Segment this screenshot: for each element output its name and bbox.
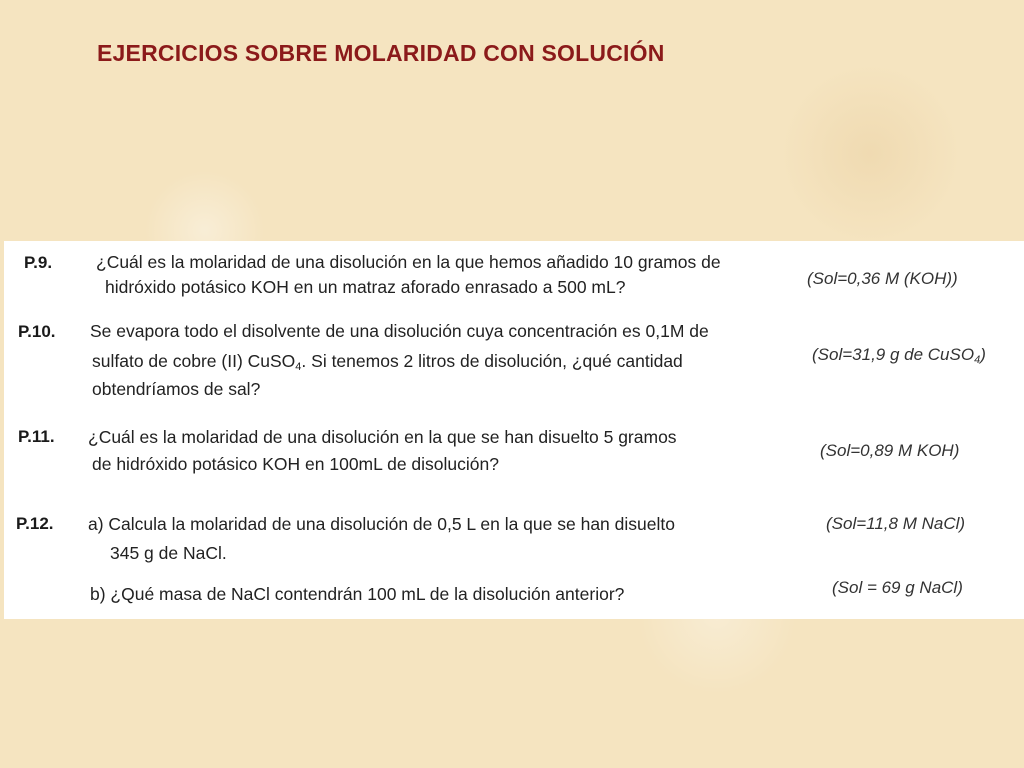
problem-p12-part-a-line2: 345 g de NaCl. [110, 543, 227, 563]
problem-p10-line2-text-d: cantidad [616, 351, 683, 371]
problem-p10-line3: obtendríamos de sal? [92, 379, 261, 399]
problem-p12-part-a-line1: a) Calcula la molaridad de una disolución de 0,5 L en la que se han disuelto [88, 514, 675, 534]
problem-p10-line1: Se evapora todo el disolvente de una disolución cuya concentración es 0,1M de [90, 321, 709, 341]
solution-p9: (Sol=0,36 M (KOH)) [807, 269, 958, 288]
problem-p12-part-b: b) ¿Qué masa de NaCl contendrán 100 mL de la disolución anterior? [90, 584, 625, 604]
problem-number-p11: P.11. [18, 427, 55, 446]
solution-p11: (Sol=0,89 M KOH) [820, 441, 960, 460]
subscript: 4 [295, 361, 302, 373]
problem-number-p10: P.10. [18, 322, 56, 341]
subscript: 4 [974, 354, 981, 366]
solution-p10-close: ) [980, 345, 986, 364]
exercises-panel [4, 241, 1024, 619]
solution-p10 [812, 345, 986, 365]
problem-p10-line2 [92, 351, 683, 372]
problem-p11-line2: de hidróxido potásico KOH en 100mL de disolución? [92, 454, 499, 474]
solution-p12-b: (Sol = 69 g NaCl) [832, 578, 963, 597]
problem-p11-line1: ¿Cuál es la molaridad de una disolución en la que se han disuelto 5 gramos [88, 427, 677, 447]
problem-number-p9: P.9. [24, 253, 53, 272]
problem-p10-line2-text-b: . Si tenemos 2 litros de disolución, [301, 351, 567, 371]
solution-p10-text: (Sol=31,9 g de CuSO [812, 345, 975, 364]
problem-p10-question-word: ¿qué [571, 351, 612, 371]
solution-p12-a: (Sol=11,8 M NaCl) [826, 514, 966, 533]
problem-number-p12: P.12. [16, 514, 54, 533]
problem-p9-line2: hidróxido potásico KOH en un matraz aforado enrasado a 500 mL? [105, 277, 626, 297]
problem-p10-line2-text: sulfato de cobre (II) CuSO [92, 351, 296, 371]
slide-title: EJERCICIOS SOBRE MOLARIDAD CON SOLUCIÓN [97, 40, 665, 66]
problem-p9-line1: ¿Cuál es la molaridad de una disolución en la que hemos añadido 10 gramos de [96, 252, 721, 272]
